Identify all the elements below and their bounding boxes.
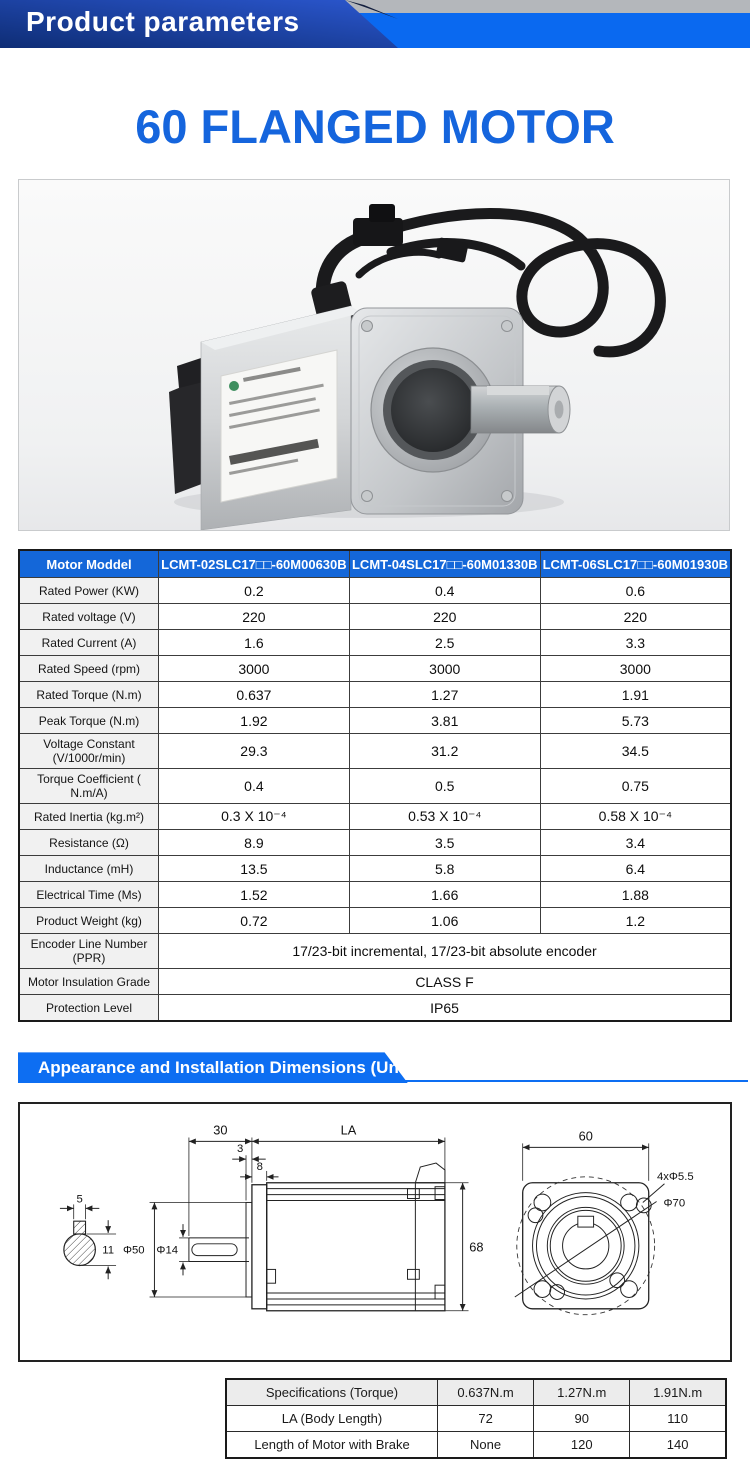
spec-row-label: Motor Insulation Grade	[19, 969, 159, 995]
spec-cell-value: 5.73	[540, 708, 731, 734]
dimension-header-label: Specifications (Torque)	[226, 1379, 438, 1406]
spec-cell-value: 3.81	[349, 708, 540, 734]
spec-cell-value: 0.75	[540, 769, 731, 804]
spec-cell-value: 1.66	[349, 882, 540, 908]
spec-cell-value: 3000	[159, 656, 350, 682]
dimension-drawing	[20, 1104, 730, 1360]
spec-cell-value: 6.4	[540, 856, 731, 882]
spec-row-label: Rated Power (KW)	[19, 578, 159, 604]
spec-row	[19, 630, 731, 656]
dim-key-depth: 11	[102, 1245, 115, 1258]
dimension-cell-value: None	[438, 1432, 534, 1459]
spec-cell-value: 3.4	[540, 830, 731, 856]
spec-cell-value: 31.2	[349, 734, 540, 769]
spec-row-label: Electrical Time (Ms)	[19, 882, 159, 908]
spec-row	[19, 882, 731, 908]
spec-row-label: Torque Coefficient ( N.m/A)	[19, 769, 159, 804]
spec-row	[19, 856, 731, 882]
spec-cell-value: 1.6	[159, 630, 350, 656]
dimension-cell-value: 140	[630, 1432, 726, 1459]
spec-cell-value: 0.4	[159, 769, 350, 804]
dim-pilot-thickness: 3	[236, 1143, 244, 1156]
motor-nameplate	[221, 350, 337, 502]
dimension-row-label: LA (Body Length)	[226, 1406, 438, 1432]
spec-cell-value: 220	[349, 604, 540, 630]
spec-span-value: 17/23-bit incremental, 17/23-bit absolute encoder	[159, 934, 732, 969]
spec-row	[19, 734, 731, 769]
spec-row-label: Rated Speed (rpm)	[19, 656, 159, 682]
spec-row	[19, 604, 731, 630]
dimension-header-row	[226, 1379, 726, 1406]
dimension-table-head	[226, 1379, 726, 1406]
spec-span-row	[19, 995, 731, 1022]
dimension-drawing-frame	[18, 1102, 732, 1362]
dimension-header-torque: 1.27N.m	[534, 1379, 630, 1406]
spec-row	[19, 804, 731, 830]
spec-cell-value: 0.58 X 10⁻⁴	[540, 804, 731, 830]
dim-flange-thickness: 8	[256, 1161, 263, 1174]
spec-row-label: Inductance (mH)	[19, 856, 159, 882]
spec-row-label: Rated voltage (V)	[19, 604, 159, 630]
spec-cell-value: 5.8	[349, 856, 540, 882]
spec-row-label: Peak Torque (N.m)	[19, 708, 159, 734]
dimension-cell-value: 90	[534, 1406, 630, 1432]
spec-cell-value: 0.5	[349, 769, 540, 804]
spec-cell-value: 0.72	[159, 908, 350, 934]
spec-cell-value: 1.91	[540, 682, 731, 708]
spec-cell-value: 3000	[349, 656, 540, 682]
spec-cell-value: 1.2	[540, 908, 731, 934]
spec-cell-value: 1.27	[349, 682, 540, 708]
dim-pilot-diameter: Φ50	[122, 1245, 145, 1258]
dimensions-section-banner	[18, 1052, 748, 1083]
spec-cell-value: 0.637	[159, 682, 350, 708]
spec-row	[19, 830, 731, 856]
product-photo-frame	[18, 179, 730, 531]
spec-row-label: Voltage Constant (V/1000r/min)	[19, 734, 159, 769]
spec-header-row	[19, 550, 731, 578]
dim-flange-width: 60	[578, 1128, 593, 1144]
spec-span-row	[19, 969, 731, 995]
spec-row-label: Encoder Line Number (PPR)	[19, 934, 159, 969]
spec-row-label: Resistance (Ω)	[19, 830, 159, 856]
spec-row-label: Rated Inertia (kg.m²)	[19, 804, 159, 830]
label-bolt-circle: Φ70	[663, 1197, 686, 1210]
spec-row	[19, 908, 731, 934]
spec-row-label: Rated Torque (N.m)	[19, 682, 159, 708]
dimension-header-torque: 0.637N.m	[438, 1379, 534, 1406]
spec-span-value: IP65	[159, 995, 732, 1022]
spec-table	[18, 549, 732, 1022]
spec-cell-value: 34.5	[540, 734, 731, 769]
spec-header-model: LCMT-06SLC17□□-60M01930B	[540, 550, 731, 578]
spec-cell-value: 8.9	[159, 830, 350, 856]
spec-cell-value: 29.3	[159, 734, 350, 769]
spec-row	[19, 578, 731, 604]
spec-cell-value: 0.3 X 10⁻⁴	[159, 804, 350, 830]
spec-table-body	[19, 578, 731, 1022]
spec-span-row	[19, 934, 731, 969]
spec-cell-value: 3000	[540, 656, 731, 682]
spec-row	[19, 656, 731, 682]
spec-cell-value: 0.53 X 10⁻⁴	[349, 804, 540, 830]
spec-cell-value: 2.5	[349, 630, 540, 656]
spec-cell-value: 220	[540, 604, 731, 630]
dimension-table	[225, 1378, 727, 1459]
spec-cell-value: 1.88	[540, 882, 731, 908]
spec-cell-value: 3.5	[349, 830, 540, 856]
spec-table-head	[19, 550, 731, 578]
shaft-cross-section	[60, 1194, 116, 1280]
dim-body-length: LA	[340, 1122, 357, 1138]
spec-row-label: Product Weight (kg)	[19, 908, 159, 934]
spec-cell-value: 3.3	[540, 630, 731, 656]
dim-shaft-length: 30	[213, 1122, 228, 1138]
dim-body-height: 68	[469, 1240, 484, 1256]
spec-cell-value: 0.2	[159, 578, 350, 604]
dimension-cell-value: 72	[438, 1406, 534, 1432]
spec-header-label: Motor Moddel	[19, 550, 159, 578]
label-mounting-holes: 4xΦ5.5	[656, 1171, 694, 1184]
dimension-row	[226, 1406, 726, 1432]
dimension-row	[226, 1432, 726, 1459]
spec-row	[19, 769, 731, 804]
dimension-header-torque: 1.91N.m	[630, 1379, 726, 1406]
dimension-row-label: Length of Motor with Brake	[226, 1432, 438, 1459]
motor-front-view	[515, 1129, 694, 1315]
spec-cell-value: 13.5	[159, 856, 350, 882]
top-banner	[0, 0, 750, 48]
section-title: Appearance and Installation Dimensions (Unit: mm)	[38, 1058, 456, 1078]
spec-cell-value: 1.92	[159, 708, 350, 734]
dim-key-width: 5	[76, 1193, 83, 1206]
spec-cell-value: 1.52	[159, 882, 350, 908]
dimension-table-body	[226, 1406, 726, 1459]
spec-header-model: LCMT-04SLC17□□-60M01330B	[349, 550, 540, 578]
spec-cell-value: 220	[159, 604, 350, 630]
spec-row	[19, 682, 731, 708]
spec-cell-value: 1.06	[349, 908, 540, 934]
banner-title: Product parameters	[26, 6, 300, 37]
page-title: 60 FLANGED MOTOR	[135, 100, 615, 153]
spec-cell-value: 0.4	[349, 578, 540, 604]
dimension-cell-value: 120	[534, 1432, 630, 1459]
spec-header-model: LCMT-02SLC17□□-60M00630B	[159, 550, 350, 578]
servo-motor-photo	[19, 180, 729, 530]
spec-span-value: CLASS F	[159, 969, 732, 995]
motor-side-view	[123, 1123, 484, 1311]
dimension-cell-value: 110	[630, 1406, 726, 1432]
spec-cell-value: 0.6	[540, 578, 731, 604]
spec-row-label: Rated Current (A)	[19, 630, 159, 656]
spec-row-label: Protection Level	[19, 995, 159, 1022]
dim-shaft-diameter: Φ14	[156, 1245, 179, 1258]
spec-row	[19, 708, 731, 734]
